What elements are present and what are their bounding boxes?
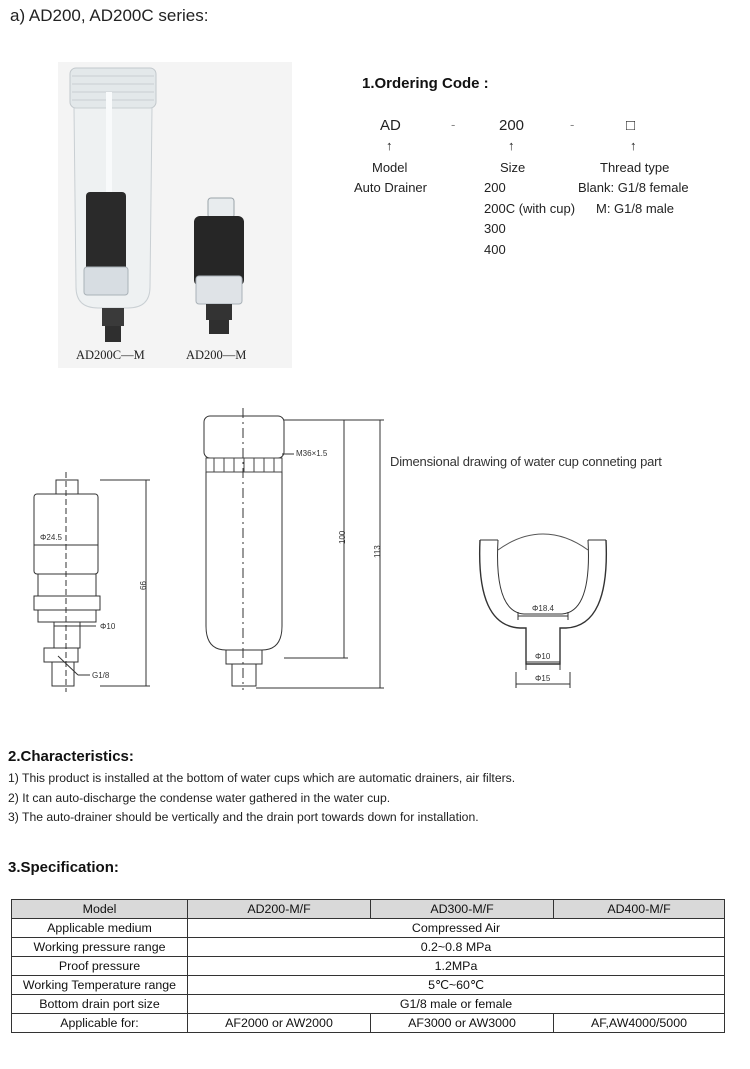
characteristic-item: 2) It can auto-discharge the condense water gathered in the water cup. (8, 791, 391, 805)
code-size: 200 (499, 117, 525, 134)
table-header-cell: AD400-M/F (554, 900, 725, 919)
characteristic-item: 3) The auto-drainer should be vertically and the drain port towards down for installation. (8, 810, 479, 824)
table-row-value: 1.2MPa (188, 957, 725, 976)
characteristics-title: 2.Characteristics: (8, 748, 134, 765)
table-row-label: Applicable for: (12, 1014, 188, 1033)
table-row-label: Proof pressure (12, 957, 188, 976)
code-model: AD (380, 117, 401, 134)
ordering-code-title: 1.Ordering Code : (362, 75, 489, 92)
table-row-label: Working pressure range (12, 938, 188, 957)
dim-label-d10a: Φ10 (100, 622, 116, 631)
product-photo (58, 62, 292, 368)
code-thread: □ (626, 117, 636, 134)
dimension-drawings (0, 400, 750, 700)
table-row-value: 0.2~0.8 MPa (188, 938, 725, 957)
table-row-value: AF3000 or AW3000 (371, 1014, 554, 1033)
table-row (12, 995, 725, 1014)
table-row (12, 957, 725, 976)
dim-label-d10b: Φ10 (535, 652, 551, 661)
photo-caption-ad200c-m: AD200C—M (76, 348, 145, 362)
code-dash-1: - (451, 117, 456, 132)
arrow-thread: ↑ (630, 138, 637, 153)
table-row (12, 1014, 725, 1033)
table-row-label: Applicable medium (12, 919, 188, 938)
model-label: Model (372, 160, 408, 175)
size-option: 200 (484, 180, 506, 195)
size-option: 300 (484, 221, 506, 236)
table-header-cell: Model (12, 900, 188, 919)
size-option: 400 (484, 242, 506, 257)
thread-label: Thread type (600, 160, 670, 175)
table-row-value: 5℃~60℃ (188, 976, 725, 995)
dim-label-d245: Φ24.5 (40, 533, 62, 542)
table-header-row (12, 900, 725, 919)
thread-option: Blank: G1/8 female (578, 180, 689, 195)
table-row (12, 938, 725, 957)
size-option: 200C (with cup) (484, 201, 576, 216)
dim-label-d15: Φ15 (535, 674, 551, 683)
table-row-value: AF,AW4000/5000 (554, 1014, 725, 1033)
code-dash-2: - (570, 117, 575, 132)
table-row-value: Compressed Air (188, 919, 725, 938)
table-header-cell: AD300-M/F (371, 900, 554, 919)
table-row (12, 976, 725, 995)
table-row-value: AF2000 or AW2000 (188, 1014, 371, 1033)
product-photo-drawing (58, 62, 292, 368)
dim-label-h66: 66 (139, 581, 148, 590)
dim-label-m36: M36×1.5 (296, 449, 328, 458)
photo-caption-ad200-m: AD200—M (186, 348, 247, 362)
dim-label-d184: Φ18.4 (532, 604, 554, 613)
specification-table (11, 899, 725, 1033)
characteristic-item: 1) This product is installed at the bottom of water cups which are automatic drainers, air filters. (8, 771, 516, 785)
specification-title: 3.Specification: (8, 859, 119, 876)
arrow-size: ↑ (508, 138, 515, 153)
dim-label-g18: G1/8 (92, 671, 110, 680)
table-row (12, 919, 725, 938)
thread-option: M: G1/8 male (596, 201, 675, 216)
dim-label-h100: 100 (338, 530, 347, 544)
size-label: Size (500, 160, 526, 175)
table-row-label: Bottom drain port size (12, 995, 188, 1014)
dimensional-drawing-caption: Dimensional drawing of water cup conneting part (390, 454, 662, 469)
table-row-value: G1/8 male or female (188, 995, 725, 1014)
table-row-label: Working Temperature range (12, 976, 188, 995)
arrow-model: ↑ (386, 138, 393, 153)
model-value: Auto Drainer (354, 180, 427, 195)
table-header-cell: AD200-M/F (188, 900, 371, 919)
page-title: a) AD200, AD200C series: (10, 6, 209, 25)
dim-label-h113: 113 (373, 545, 382, 558)
